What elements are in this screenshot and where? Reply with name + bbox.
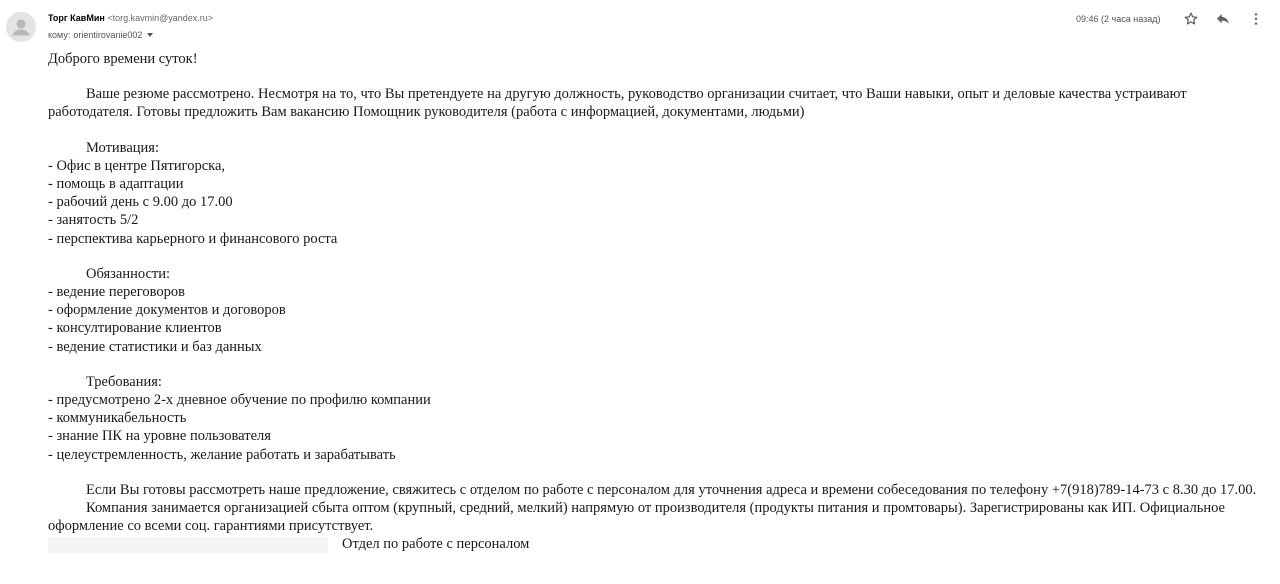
list-item: - предусмотрено 2-х дневное обучение по профилю компании — [48, 392, 431, 409]
sender-name[interactable]: Торг КавМин — [48, 13, 105, 23]
email-header — [0, 0, 1280, 46]
email-company-paragraph: Компания занимается организацией сбыта оптом (крупный, средний, мелкий) напрямую от производителя (продукты питания и промтовары). Зарегистрированы как ИП. Официальное оформление со всеми соц. гарантиями присутствует. — [48, 500, 1225, 535]
reply-button[interactable] — [1213, 9, 1233, 29]
email-timestamp: 09:46 (2 часа назад) — [1076, 14, 1161, 24]
list-item: - ведение статистики и баз данных — [48, 338, 262, 355]
avatar-person-icon — [6, 12, 36, 42]
recipient-name: orientirovanie002 — [73, 30, 143, 40]
list-item: - консултирование клиентов — [48, 320, 222, 337]
list-item: - ведение переговоров — [48, 284, 185, 301]
section-duties — [48, 265, 1270, 356]
sender-avatar[interactable] — [6, 12, 36, 42]
more-vert-icon — [1248, 11, 1264, 27]
star-icon — [1183, 11, 1199, 27]
recipient-label: кому: — [48, 30, 71, 40]
chevron-down-icon[interactable] — [147, 33, 153, 37]
signature-highlight — [48, 537, 328, 553]
more-options-button[interactable] — [1246, 9, 1266, 29]
reply-icon — [1215, 11, 1231, 27]
list-item: - помощь в адаптации — [48, 176, 184, 193]
sender-line — [48, 12, 213, 24]
sender-email: <torg.kavmin@yandex.ru> — [107, 13, 214, 23]
recipient-details-toggle[interactable] — [48, 29, 153, 41]
email-signature — [48, 535, 1270, 553]
signature-text: Отдел по работе с персоналом — [342, 536, 530, 553]
section-title: Требования: — [86, 373, 162, 390]
list-item: - целеустремленность, желание работать и зарабатывать — [48, 446, 396, 463]
section-title: Мотивация: — [86, 139, 159, 156]
section-motivation — [48, 139, 1270, 248]
section-title: Обязанности: — [86, 265, 171, 282]
section-requirements — [48, 373, 1270, 464]
email-intro: Ваше резюме рассмотрено. Несмотря на то, что Вы претендуете на другую должность, руководство организации считает, что Ваши навыки, опыт и деловые качества устраивают работодателя. Готовы предложить Вам вакансию Помощник руководителя (работа с информацией, документами, людьми) — [48, 86, 1187, 121]
star-button[interactable] — [1181, 9, 1201, 29]
email-greeting: Доброго времени суток! — [48, 51, 198, 67]
email-body — [48, 50, 1270, 554]
list-item: - рабочий день с 9.00 до 17.00 — [48, 194, 233, 211]
list-item: - перспектива карьерного и финансового роста — [48, 230, 338, 247]
list-item: - занятость 5/2 — [48, 212, 139, 229]
email-contact-paragraph: Если Вы готовы рассмотреть наше предложение, свяжитесь с отделом по работе с персоналом для уточнения адреса и времени собеседования по телефону +7(918)789-14-73 с 8.30 до 17.00. — [86, 481, 1257, 498]
list-item: - коммуникабельность — [48, 410, 187, 427]
list-item: - Офис в центре Пятигорска, — [48, 157, 226, 174]
list-item: - оформление документов и договоров — [48, 302, 286, 319]
list-item: - знание ПК на уровне пользователя — [48, 428, 271, 445]
